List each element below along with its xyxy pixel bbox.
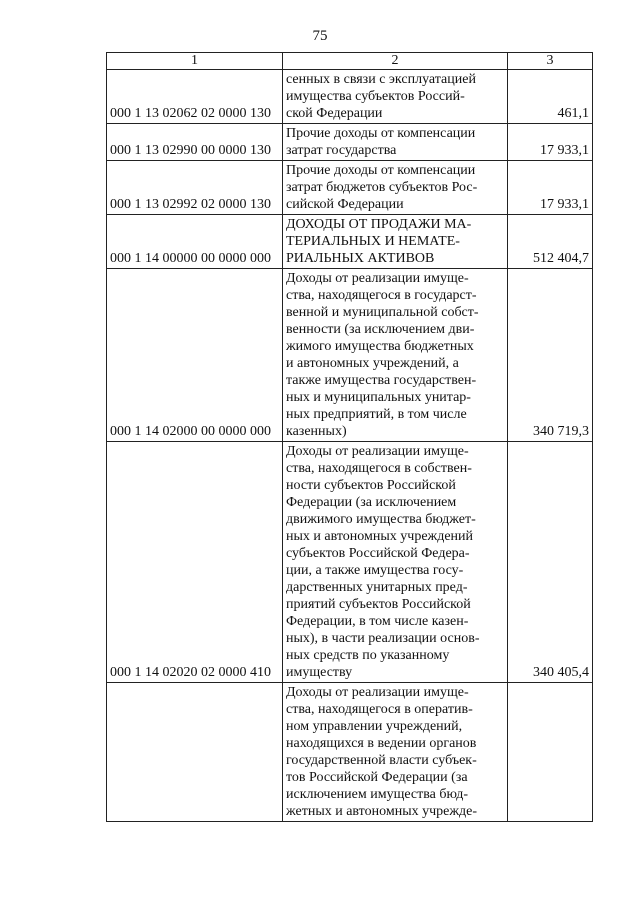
revenue-name-line: ных и муниципальных унитар- [286, 390, 471, 405]
table-row [107, 683, 593, 822]
revenue-name-line: затрат бюджетов субъектов Рос- [286, 180, 478, 195]
table-row [107, 269, 593, 442]
revenue-name-line: ном управлении учреждений, [286, 719, 463, 734]
revenue-name-line: жимого имущества бюджетных [286, 339, 474, 354]
budget-code-cell: 000 1 14 02020 02 0000 410 [107, 442, 283, 683]
revenue-name-cell [283, 124, 508, 161]
budget-code-cell [107, 683, 283, 822]
revenue-name-cell [283, 161, 508, 215]
revenue-name-line: ской Федерации [286, 106, 383, 121]
table-body [107, 70, 593, 822]
revenue-name-line: ных предприятий, в том числе [286, 407, 467, 422]
revenue-name-line: ных и автономных учреждений [286, 529, 474, 544]
budget-code-cell: 000 1 13 02062 02 0000 130 [107, 70, 283, 124]
column-header-row [107, 53, 593, 70]
page-number: 75 [312, 28, 328, 44]
revenue-name-line: венности (за исключением дви- [286, 322, 475, 337]
revenue-name-line: венной и муниципальной собст- [286, 305, 479, 320]
revenue-name-line: имуществу [286, 665, 353, 680]
revenue-name-line: движимого имущества бюджет- [286, 512, 476, 527]
revenue-name-line: ства, находящегося в собствен- [286, 461, 472, 476]
revenue-name-line: Доходы от реализации имуще- [286, 271, 469, 286]
revenue-name-line: затрат государства [286, 143, 397, 158]
revenue-name-cell [283, 442, 508, 683]
revenue-name-line: ности субъектов Российской [286, 478, 456, 493]
amount-cell: 340 719,3 [508, 269, 593, 442]
revenue-name-line: также имущества государствен- [286, 373, 477, 388]
revenue-name-line: ТЕРИАЛЬНЫХ И НЕМАТЕ- [286, 234, 460, 249]
revenue-name-line: тов Российской Федерации (за [286, 770, 468, 785]
amount-cell: 461,1 [508, 70, 593, 124]
revenue-name-line: ства, находящегося в государст- [286, 288, 477, 303]
amount-cell [508, 683, 593, 822]
revenue-name-line: Федерации (за исключением [286, 495, 457, 510]
column-header-amount: 3 [508, 53, 593, 70]
revenue-name-line: государственной власти субъек- [286, 753, 477, 768]
revenue-name-line: сенных в связи с эксплуатацией [286, 72, 476, 87]
revenue-name-cell [283, 269, 508, 442]
amount-cell: 340 405,4 [508, 442, 593, 683]
column-header-name: 2 [283, 53, 508, 70]
revenue-name-line: и автономных учреждений, а [286, 356, 459, 371]
revenue-name-line: ства, находящегося в оператив- [286, 702, 473, 717]
table-row [107, 442, 593, 683]
amount-cell: 512 404,7 [508, 215, 593, 269]
revenue-table [106, 52, 593, 822]
revenue-name-line: жетных и автономных учрежде- [286, 804, 478, 819]
table-row [107, 215, 593, 269]
revenue-name-line: имущества субъектов Россий- [286, 89, 465, 104]
revenue-name-line: ных), в части реализации основ- [286, 631, 480, 646]
revenue-name-line: находящихся в ведении органов [286, 736, 477, 751]
table-row [107, 124, 593, 161]
revenue-name-line: Доходы от реализации имуще- [286, 685, 469, 700]
table-row [107, 70, 593, 124]
revenue-name-line: РИАЛЬНЫХ АКТИВОВ [286, 251, 435, 266]
budget-code-cell: 000 1 13 02992 02 0000 130 [107, 161, 283, 215]
revenue-name-line: приятий субъектов Российской [286, 597, 471, 612]
revenue-name-line: исключением имущества бюд- [286, 787, 469, 802]
revenue-name-cell [283, 683, 508, 822]
revenue-name-line: субъектов Российской Федера- [286, 546, 470, 561]
revenue-name-line: Доходы от реализации имуще- [286, 444, 469, 459]
revenue-name-line: ДОХОДЫ ОТ ПРОДАЖИ МА- [286, 217, 472, 232]
revenue-name-line: ции, а также имущества госу- [286, 563, 464, 578]
revenue-name-line: ных средств по указанному [286, 648, 450, 663]
revenue-name-line: Прочие доходы от компенсации [286, 163, 476, 178]
table-row [107, 161, 593, 215]
revenue-name-line: казенных) [286, 424, 347, 439]
budget-code-cell: 000 1 14 02000 00 0000 000 [107, 269, 283, 442]
budget-code-cell: 000 1 13 02990 00 0000 130 [107, 124, 283, 161]
column-header-code: 1 [107, 53, 283, 70]
revenue-name-line: дарственных унитарных пред- [286, 580, 468, 595]
amount-cell: 17 933,1 [508, 124, 593, 161]
revenue-name-cell [283, 215, 508, 269]
revenue-name-line: сийской Федерации [286, 197, 404, 212]
budget-code-cell: 000 1 14 00000 00 0000 000 [107, 215, 283, 269]
amount-cell: 17 933,1 [508, 161, 593, 215]
revenue-name-cell [283, 70, 508, 124]
revenue-name-line: Прочие доходы от компенсации [286, 126, 476, 141]
revenue-name-line: Федерации, в том числе казен- [286, 614, 469, 629]
